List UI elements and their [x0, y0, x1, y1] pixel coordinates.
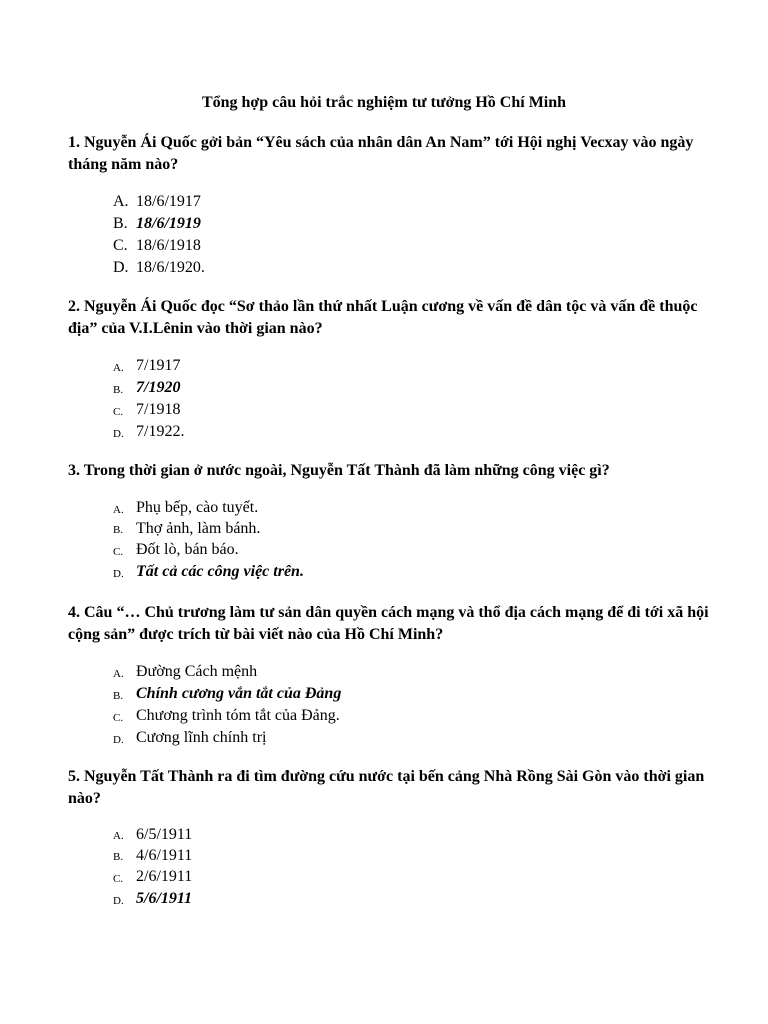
- option-d: [91, 421, 718, 443]
- option-letter: C.: [113, 546, 124, 558]
- option-a: [91, 824, 718, 845]
- option-value: Phụ bếp, cào tuyết.: [136, 499, 259, 516]
- question-text: 4. Câu “… Chủ trương làm tư sản dân quyền cách mạng và thổ địa cách mạng để đi tới xã hội cộng sản” được trích từ bài viết nào của Hồ Chí Minh?: [68, 604, 709, 643]
- option-value: Chương trình tóm tắt của Đảng.: [136, 707, 340, 724]
- option-letter: C.: [113, 712, 124, 724]
- option-letter: B.: [113, 215, 128, 232]
- option-value: 7/1920: [136, 379, 181, 396]
- question-text: 5. Nguyễn Tất Thành ra đi tìm đường cứu nước tại bến cảng Nhà Rồng Sài Gòn vào thời gian nào?: [68, 768, 705, 807]
- option-value: 18/6/1917: [136, 193, 201, 210]
- question-2: [68, 296, 718, 443]
- option-letter: B.: [113, 851, 124, 863]
- question-text: 2. Nguyễn Ái Quốc đọc “Sơ thảo lần thứ nhất Luận cương về vấn đề dân tộc và vấn đề thuộc địa” của V.I.Lênin vào thời gian nào?: [68, 298, 698, 337]
- option-value: 7/1918: [136, 401, 181, 418]
- option-b: [91, 518, 718, 539]
- option-letter: A.: [113, 362, 124, 374]
- option-list: [91, 824, 718, 910]
- option-value: Cương lĩnh chính trị: [136, 729, 267, 746]
- option-d-answer: [91, 888, 718, 910]
- option-a: [91, 498, 718, 518]
- option-a: [91, 661, 718, 683]
- option-letter: D.: [113, 895, 124, 907]
- option-letter: D.: [113, 568, 124, 580]
- question-4: [68, 602, 718, 749]
- option-letter: A.: [113, 504, 124, 516]
- option-d-answer: [91, 561, 718, 583]
- option-b: [91, 845, 718, 866]
- option-letter: B.: [113, 384, 124, 396]
- option-b-answer: [91, 377, 718, 399]
- option-b-answer: [91, 683, 718, 705]
- option-c: [91, 539, 718, 561]
- question-text: 3. Trong thời gian ở nước ngoài, Nguyễn Tất Thành đã làm những công việc gì?: [68, 462, 610, 479]
- question-3: [68, 460, 718, 583]
- option-letter: B.: [113, 690, 124, 702]
- question-5: [68, 766, 718, 910]
- option-a: [91, 355, 718, 377]
- option-c: [91, 399, 718, 421]
- option-letter: B.: [113, 524, 124, 536]
- option-letter: D.: [113, 428, 124, 440]
- question-text: 1. Nguyễn Ái Quốc gởi bản “Yêu sách của nhân dân An Nam” tới Hội nghị Vecxay vào ngày tháng năm nào?: [68, 134, 694, 173]
- option-value: Đường Cách mệnh: [136, 663, 258, 680]
- option-value: 18/6/1920.: [136, 259, 205, 276]
- option-b-answer: [91, 213, 718, 235]
- option-d: [91, 257, 718, 279]
- option-list: [91, 355, 718, 443]
- option-letter: D.: [113, 259, 129, 276]
- option-letter: D.: [113, 734, 124, 746]
- option-value: 18/6/1918: [136, 237, 201, 254]
- question-1: [68, 132, 718, 279]
- option-value: Thợ ảnh, làm bánh.: [136, 520, 261, 537]
- option-letter: C.: [113, 873, 124, 885]
- option-value: 2/6/1911: [136, 868, 193, 885]
- option-letter: C.: [113, 237, 128, 254]
- option-letter: C.: [113, 406, 124, 418]
- option-letter: A.: [113, 830, 124, 842]
- option-letter: A.: [113, 668, 124, 680]
- option-value: Tất cả các công việc trên.: [136, 563, 304, 580]
- document-title: Tổng hợp câu hỏi trắc nghiệm tư tưởng Hồ Chí Minh: [201, 94, 567, 111]
- option-letter: A.: [113, 193, 129, 210]
- option-value: 4/6/1911: [136, 847, 193, 864]
- option-value: 5/6/1911: [136, 890, 193, 907]
- option-d: [91, 727, 718, 749]
- option-value: 6/5/1911: [136, 826, 193, 843]
- option-list: [91, 498, 718, 583]
- option-value: 7/1917: [136, 357, 181, 374]
- option-value: 7/1922.: [136, 423, 185, 440]
- option-list: [91, 661, 718, 749]
- option-c: [91, 235, 718, 257]
- option-c: [91, 866, 718, 888]
- option-value: Chính cương vắn tắt của Đảng: [136, 685, 342, 702]
- option-value: Đốt lò, bán báo.: [136, 541, 239, 558]
- option-value: 18/6/1919: [136, 215, 201, 232]
- option-c: [91, 705, 718, 727]
- option-list: [91, 191, 718, 279]
- option-a: [91, 191, 718, 213]
